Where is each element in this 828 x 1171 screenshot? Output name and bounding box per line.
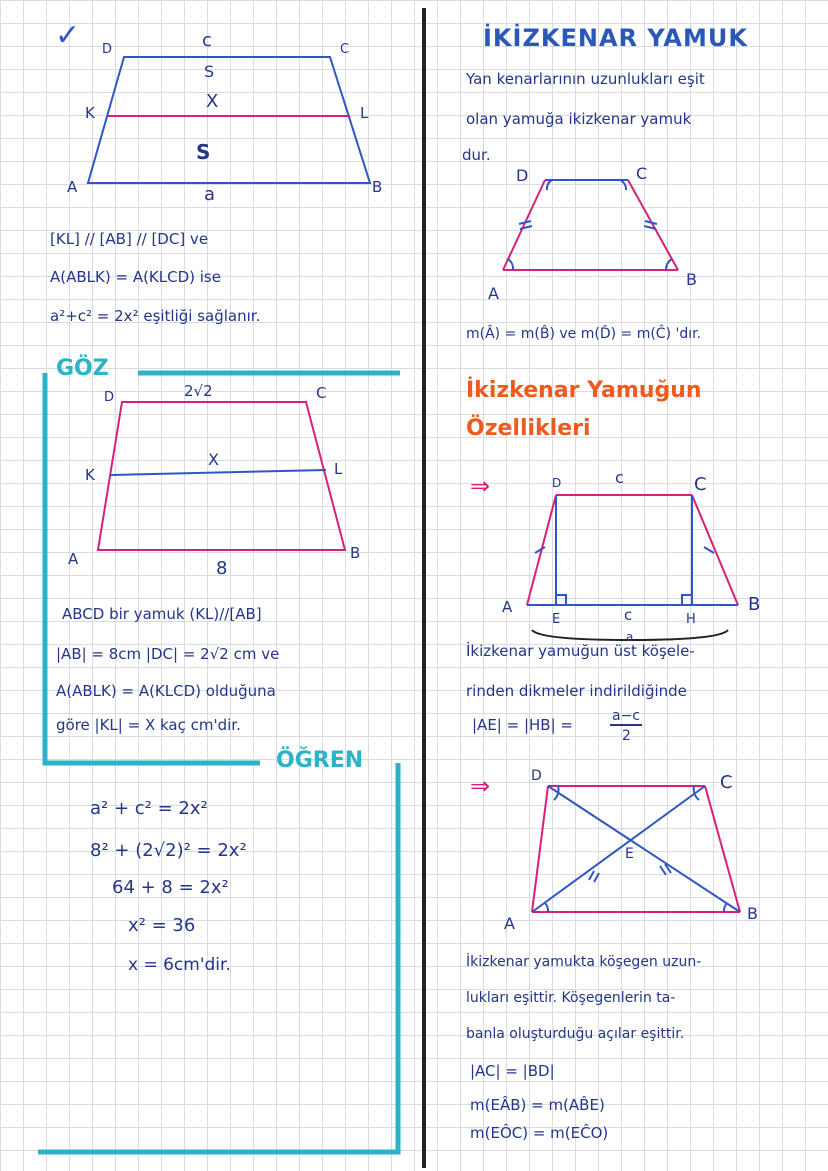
- definition-line-2: olan yamuğa ikizkenar yamuk: [466, 110, 692, 128]
- problem-line-3: A(ABLK) = A(KLCD) olduğuna: [56, 682, 276, 700]
- solution-line-1: a² + c² = 2x²: [90, 798, 208, 819]
- rule-line-3: a²+c² = 2x² eşitliği sağlanır.: [50, 307, 261, 325]
- fig3-vertex-d: D: [516, 166, 529, 185]
- fig2-vertex-d: D: [104, 390, 115, 405]
- trapezoid-figure-1: [88, 57, 370, 183]
- property1-formula-numerator: a−c: [612, 708, 641, 724]
- fig4-top-label: c: [615, 468, 624, 487]
- fig2-vertex-a: A: [68, 550, 79, 568]
- fig2-mid-label: X: [208, 450, 219, 469]
- arrow-2-icon: ⇒: [470, 772, 491, 800]
- solution-line-2: 8² + (2√2)² = 2x²: [90, 840, 247, 861]
- fig3-vertex-c: C: [636, 164, 648, 183]
- fig2-vertex-c: C: [316, 384, 327, 402]
- fig5-vertex-a: A: [504, 914, 515, 933]
- property1-formula-denominator: 2: [622, 728, 631, 744]
- fig1-mid-label: X: [206, 91, 219, 112]
- property1-line-2: rinden dikmeler indirildiğinde: [466, 682, 687, 700]
- fig3-vertex-b: B: [686, 270, 697, 289]
- check-mark-icon: ✓: [55, 18, 81, 53]
- property2-line-6: m(EÔC) = m(EĈO): [470, 1124, 609, 1142]
- properties-title-line-1: İkizkenar Yamuğun: [466, 378, 702, 403]
- rule-line-2: A(ABLK) = A(KLCD) ise: [50, 268, 221, 286]
- property2-line-4: |AC| = |BD|: [470, 1062, 555, 1080]
- fig1-area-top: S: [204, 62, 215, 81]
- arrow-1-icon: ⇒: [470, 472, 491, 500]
- ogren-label: ÖĞREN: [276, 748, 364, 773]
- property2-line-1: İkizkenar yamukta köşegen uzun-: [466, 954, 702, 970]
- fig4-vertex-c: C: [694, 474, 707, 495]
- solution-line-5: x = 6cm'dir.: [128, 955, 231, 975]
- fig2-vertex-k: K: [85, 466, 95, 484]
- fig2-vertex-b: B: [350, 544, 361, 562]
- angle-equality: m(Â) = m(B̂) ve m(D̂) = m(Ĉ) 'dır.: [466, 326, 702, 342]
- fig4-vertex-d: D: [552, 476, 562, 490]
- fig4-bottom-label: c: [624, 606, 633, 624]
- fig2-bottom-label: 8: [216, 558, 228, 579]
- fig4-vertex-h: H: [686, 612, 696, 627]
- fig1-vertex-k: K: [85, 104, 95, 122]
- fig1-vertex-l: L: [360, 104, 369, 122]
- solution-line-3: 64 + 8 = 2x²: [112, 877, 229, 898]
- fig4-vertex-e: E: [552, 612, 561, 627]
- fig5-vertex-b: B: [747, 904, 758, 923]
- definition-line-1: Yan kenarlarının uzunlukları eşit: [466, 70, 705, 88]
- properties-title-line-2: Özellikleri: [466, 416, 591, 441]
- fig2-vertex-l: L: [334, 460, 343, 478]
- fig1-bottom-label: a: [204, 184, 216, 205]
- solution-line-4: x² = 36: [128, 915, 196, 936]
- fig1-vertex-a: A: [67, 178, 78, 196]
- fig1-vertex-b: B: [372, 178, 383, 196]
- property2-line-3: banla oluşturduğu açılar eşittir.: [466, 1026, 685, 1042]
- goz-label: GÖZ: [56, 356, 109, 381]
- section-title: İKİZKENAR YAMUK: [483, 24, 748, 52]
- fig1-area-bottom: S: [196, 140, 211, 164]
- problem-line-4: göre |KL| = X kaç cm'dir.: [56, 716, 241, 734]
- property2-line-2: lukları eşittir. Köşegenlerin ta-: [466, 990, 676, 1006]
- property1-formula-left: |AE| = |HB| =: [472, 716, 573, 734]
- property2-line-5: m(EÂB) = m(AB̂E): [470, 1096, 605, 1114]
- diagonals-trapezoid-figure: [532, 786, 740, 912]
- fig5-vertex-d: D: [531, 768, 542, 784]
- isosceles-trapezoid-figure: [503, 180, 678, 270]
- problem-line-2: |AB| = 8cm |DC| = 2√2 cm ve: [56, 645, 280, 663]
- fig1-top-label: c: [202, 30, 212, 51]
- fig5-vertex-e: E: [625, 846, 634, 862]
- rule-line-1: [KL] // [AB] // [DC] ve: [50, 230, 209, 248]
- fig1-vertex-d: D: [102, 42, 113, 57]
- property1-line-1: İkizkenar yamuğun üst köşele-: [466, 642, 695, 660]
- fig4-brace-label: a: [626, 630, 634, 644]
- fig5-vertex-c: C: [720, 772, 733, 793]
- fig1-vertex-c: C: [340, 42, 350, 57]
- trapezoid-figure-2: [98, 402, 345, 550]
- fig4-vertex-b: B: [748, 594, 761, 615]
- problem-line-1: ABCD bir yamuk (KL)//[AB]: [62, 605, 262, 623]
- fig2-top-label: 2√2: [184, 382, 213, 400]
- definition-line-3: dur.: [462, 146, 491, 164]
- fig4-vertex-a: A: [502, 598, 513, 616]
- fig3-vertex-a: A: [488, 284, 499, 303]
